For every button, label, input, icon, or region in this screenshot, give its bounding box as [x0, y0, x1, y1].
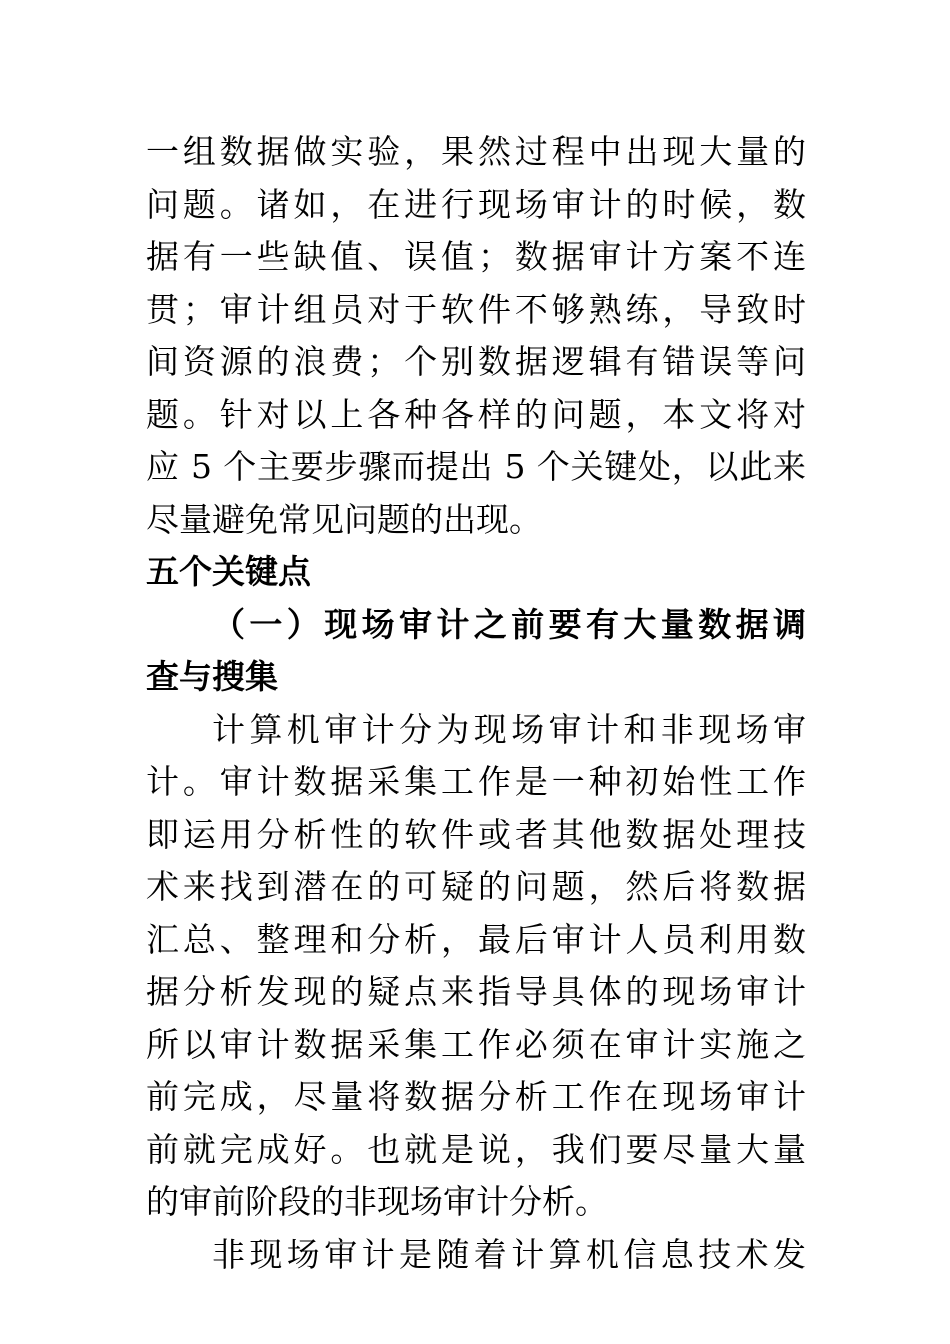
paragraph-intro: [146, 126, 806, 546]
text-line: 间资源的浪费；个别数据逻辑有错误等问: [146, 342, 806, 381]
text-line: 所以审计数据采集工作必须在审计实施之: [146, 1024, 806, 1064]
text-line: 即运用分析性的软件或者其他数据处理技: [146, 814, 806, 854]
paragraph-continued: [146, 1229, 806, 1282]
subsection-heading: [146, 599, 806, 704]
text-line: 汇总、整理和分析，最后审计人员利用数: [146, 919, 806, 959]
text-line: 计。审计数据采集工作是一种初始性工作: [146, 762, 806, 801]
subsection-heading-line: （一）现场审计之前要有大量数据调: [212, 604, 806, 644]
paragraph-body: [146, 704, 806, 1229]
text-line: 非现场审计是随着计算机信息技术发: [212, 1234, 806, 1274]
text-line: 贯；审计组员对于软件不够熟练，导致时: [146, 289, 806, 329]
subsection-heading-line: 查与搜集: [146, 657, 278, 696]
text-line: 据有一些缺值、误值；数据审计方案不连: [146, 237, 806, 276]
text-line: 尽量避免常见问题的出现。: [146, 499, 542, 539]
text-line: 据分析发现的疑点来指导具体的现场审计: [146, 972, 806, 1011]
text-line: 的审前阶段的非现场审计分析。: [146, 1182, 608, 1221]
text-line: 应 5 个主要步骤而提出 5 个关键处，以此来: [146, 447, 806, 486]
text-line: 前就完成好。也就是说，我们要尽量大量: [146, 1129, 806, 1169]
text-line: 一组数据做实验，果然过程中出现大量的: [146, 132, 806, 171]
text-line: 术来找到潜在的可疑的问题，然后将数据: [146, 867, 806, 906]
text-line: 计算机审计分为现场审计和非现场审: [212, 709, 806, 749]
text-line: 题。针对以上各种各样的问题，本文将对: [146, 394, 806, 434]
document-page: [146, 126, 806, 1281]
text-line: 问题。诸如，在进行现场审计的时候，数: [146, 184, 806, 224]
section-heading: 五个关键点: [146, 552, 311, 591]
text-line: 前完成，尽量将数据分析工作在现场审计: [146, 1077, 806, 1116]
